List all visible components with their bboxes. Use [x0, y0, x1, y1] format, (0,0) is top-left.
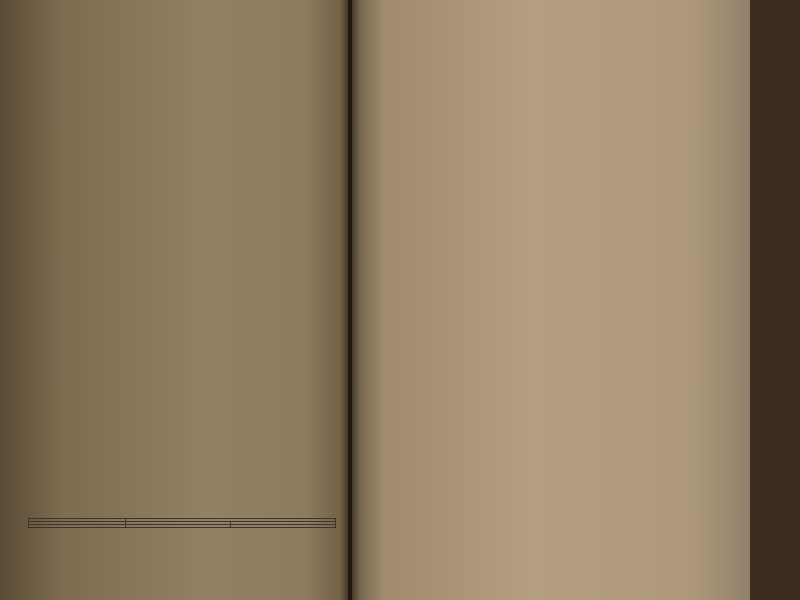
- examples-list: [372, 436, 742, 442]
- table-row: [29, 525, 336, 528]
- background: [750, 0, 800, 600]
- left-page: [0, 0, 348, 600]
- row-label: [29, 525, 126, 528]
- sing-cell: [126, 525, 231, 528]
- right-page: [352, 0, 750, 600]
- plur-cell: [231, 525, 336, 528]
- indef-table-left: [28, 518, 336, 528]
- book-gutter: [340, 0, 360, 600]
